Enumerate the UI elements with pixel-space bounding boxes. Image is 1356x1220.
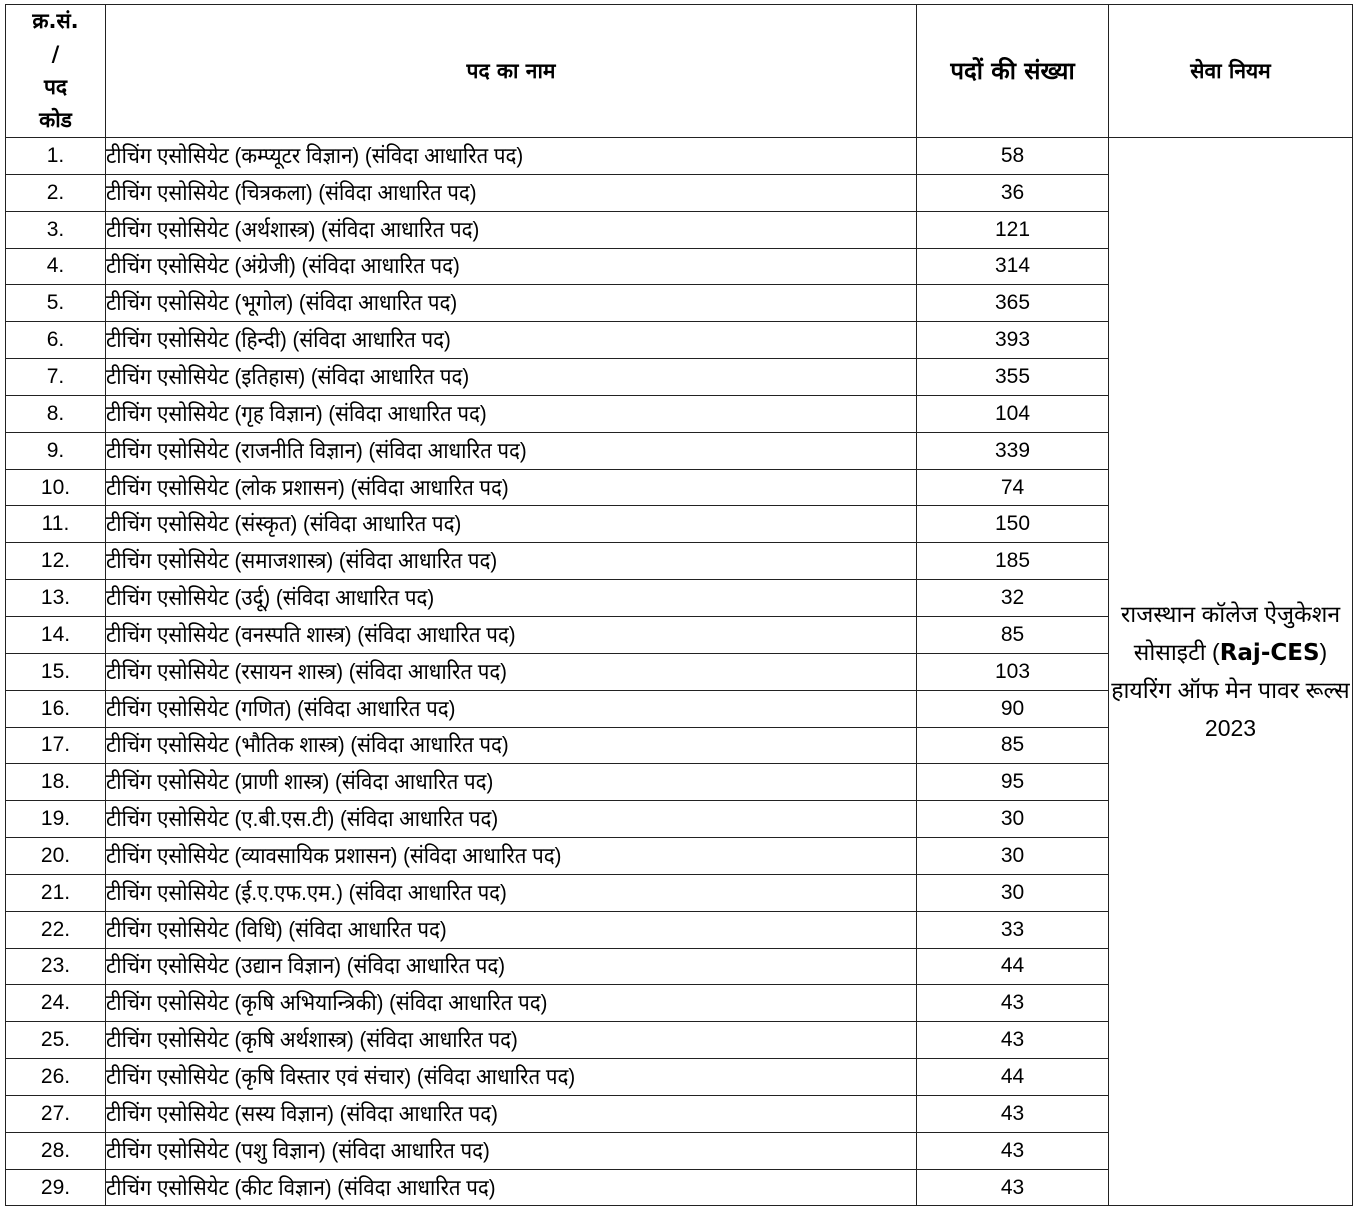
post-count-cell: 30 [917,874,1109,911]
post-name-text: टीचिंग एसोसियेट (कृषि अर्थशास्त्र) (संविदा आधारित पद) [106,1027,518,1053]
service-rules-text-part1: राजस्थान कॉलेज ऐजुकेशन सोसाइटी ( [1120,601,1341,665]
post-name-text: टीचिंग एसोसियेट (प्राणी शास्त्र) (संविदा आधारित पद) [106,769,494,795]
post-name-text: टीचिंग एसोसियेट (भूगोल) (संविदा आधारित पद) [106,290,458,316]
post-name-cell [106,1059,917,1096]
post-name-cell [106,395,917,432]
post-name-text: टीचिंग एसोसियेट (उर्दू) (संविदा आधारित पद) [106,585,435,611]
post-name-text: टीचिंग एसोसियेट (विधि) (संविदा आधारित पद) [106,916,447,942]
post-count-cell: 103 [917,653,1109,690]
post-name-text: टीचिंग एसोसियेट (संस्कृत) (संविदा आधारित पद) [106,511,462,537]
serial-number-cell: 9. [6,432,106,469]
header-serial-line4: कोड [39,108,72,132]
post-name-cell [106,801,917,838]
serial-number-cell: 23. [6,948,106,985]
table-header-row [6,5,1353,138]
post-name-text: टीचिंग एसोसियेट (कीट विज्ञान) (संविदा आधारित पद) [106,1174,496,1200]
serial-number-cell: 3. [6,211,106,248]
post-name-text: टीचिंग एसोसियेट (हिन्दी) (संविदा आधारित पद) [106,327,451,353]
post-name-cell [106,211,917,248]
post-name-text: टीचिंग एसोसियेट (ई.ए.एफ.एम.) (संविदा आधारित पद) [106,879,507,905]
post-name-text: टीचिंग एसोसियेट (लोक प्रशासन) (संविदा आधारित पद) [106,474,509,500]
post-name-text: टीचिंग एसोसियेट (इतिहास) (संविदा आधारित पद) [106,363,470,389]
post-name-cell [106,690,917,727]
post-name-cell [106,1095,917,1132]
post-count-cell: 339 [917,432,1109,469]
post-name-cell [106,616,917,653]
table-row [6,138,1353,175]
post-name-text: टीचिंग एसोसियेट (गणित) (संविदा आधारित पद) [106,695,456,721]
serial-number-cell: 2. [6,174,106,211]
post-count-cell: 44 [917,948,1109,985]
post-name-cell [106,838,917,875]
post-name-text: टीचिंग एसोसियेट (समाजशास्त्र) (संविदा आधारित पद) [106,548,498,574]
service-rules-raj-ces: Raj-CES [1219,639,1320,666]
post-count-cell: 30 [917,838,1109,875]
post-count-cell: 85 [917,727,1109,764]
post-name-cell [106,985,917,1022]
service-rules-text-part2: ) हायरिंग ऑफ मेन पावर रूल्स 2023 [1111,638,1350,741]
post-name-cell [106,727,917,764]
post-count-cell: 36 [917,174,1109,211]
post-count-cell: 43 [917,1095,1109,1132]
post-count-cell: 43 [917,985,1109,1022]
serial-number-cell: 4. [6,248,106,285]
serial-number-cell: 12. [6,543,106,580]
serial-number-cell: 29. [6,1169,106,1206]
header-serial-line3: पद [43,75,68,99]
post-name-cell [106,359,917,396]
post-name-text: टीचिंग एसोसियेट (व्यावसायिक प्रशासन) (संविदा आधारित पद) [106,842,562,868]
post-name-cell [106,1169,917,1206]
serial-number-cell: 10. [6,469,106,506]
post-name-text: टीचिंग एसोसियेट (गृह विज्ञान) (संविदा आधारित पद) [106,400,487,426]
post-count-cell: 43 [917,1022,1109,1059]
post-count-cell: 95 [917,764,1109,801]
post-name-cell [106,138,917,175]
post-count-cell: 33 [917,911,1109,948]
post-name-cell [106,911,917,948]
post-count-cell: 185 [917,543,1109,580]
posts-table [5,4,1353,1206]
header-serial-line2: / [51,42,60,66]
serial-number-cell: 15. [6,653,106,690]
post-name-text: टीचिंग एसोसियेट (अर्थशास्त्र) (संविदा आधारित पद) [106,216,480,242]
serial-number-cell: 11. [6,506,106,543]
post-name-cell [106,506,917,543]
post-name-text: टीचिंग एसोसियेट (सस्य विज्ञान) (संविदा आधारित पद) [106,1100,498,1126]
post-count-cell: 121 [917,211,1109,248]
post-name-text: टीचिंग एसोसियेट (कृषि विस्तार एवं संचार) (संविदा आधारित पद) [106,1064,576,1090]
post-name-text: टीचिंग एसोसियेट (कृषि अभियान्त्रिकी) (संविदा आधारित पद) [106,990,548,1016]
serial-number-cell: 19. [6,801,106,838]
table-body [6,138,1353,1206]
post-name-text: टीचिंग एसोसियेट (अंग्रेजी) (संविदा आधारित पद) [106,253,460,279]
post-name-text: टीचिंग एसोसियेट (राजनीति विज्ञान) (संविदा आधारित पद) [106,437,527,463]
post-count-cell: 32 [917,580,1109,617]
header-serial-code [6,5,106,138]
header-post-count: पदों की संख्या [917,5,1109,138]
serial-number-cell: 26. [6,1059,106,1096]
post-name-text: टीचिंग एसोसियेट (कम्प्यूटर विज्ञान) (संविदा आधारित पद) [106,142,524,168]
post-name-cell [106,432,917,469]
serial-number-cell: 22. [6,911,106,948]
serial-number-cell: 5. [6,285,106,322]
post-count-cell: 44 [917,1059,1109,1096]
post-name-text: टीचिंग एसोसियेट (ए.बी.एस.टी) (संविदा आधारित पद) [106,806,499,832]
serial-number-cell: 8. [6,395,106,432]
post-count-cell: 150 [917,506,1109,543]
header-post-name: पद का नाम [106,5,917,138]
post-name-cell [106,1132,917,1169]
header-service-rules: सेवा नियम [1109,5,1353,138]
serial-number-cell: 13. [6,580,106,617]
post-count-cell: 314 [917,248,1109,285]
post-name-text: टीचिंग एसोसियेट (चित्रकला) (संविदा आधारित पद) [106,179,477,205]
post-name-cell [106,174,917,211]
serial-number-cell: 16. [6,690,106,727]
post-name-text: टीचिंग एसोसियेट (भौतिक शास्त्र) (संविदा आधारित पद) [106,732,509,758]
post-count-cell: 43 [917,1132,1109,1169]
post-name-cell [106,580,917,617]
post-count-cell: 74 [917,469,1109,506]
post-name-text: टीचिंग एसोसियेट (उद्यान विज्ञान) (संविदा आधारित पद) [106,953,506,979]
serial-number-cell: 25. [6,1022,106,1059]
post-name-text: टीचिंग एसोसियेट (रसायन शास्त्र) (संविदा आधारित पद) [106,658,508,684]
post-count-cell: 43 [917,1169,1109,1206]
post-name-cell [106,322,917,359]
post-name-cell [106,948,917,985]
serial-number-cell: 21. [6,874,106,911]
post-count-cell: 30 [917,801,1109,838]
post-name-cell [106,248,917,285]
post-name-cell [106,1022,917,1059]
serial-number-cell: 7. [6,359,106,396]
post-count-cell: 90 [917,690,1109,727]
post-name-text: टीचिंग एसोसियेट (पशु विज्ञान) (संविदा आधारित पद) [106,1137,490,1163]
post-name-cell [106,653,917,690]
serial-number-cell: 6. [6,322,106,359]
post-count-cell: 355 [917,359,1109,396]
post-name-text: टीचिंग एसोसियेट (वनस्पति शास्त्र) (संविदा आधारित पद) [106,621,516,647]
post-count-cell: 365 [917,285,1109,322]
post-count-cell: 58 [917,138,1109,175]
post-count-cell: 85 [917,616,1109,653]
serial-number-cell: 17. [6,727,106,764]
post-count-cell: 393 [917,322,1109,359]
post-name-cell [106,764,917,801]
serial-number-cell: 28. [6,1132,106,1169]
post-count-cell: 104 [917,395,1109,432]
serial-number-cell: 14. [6,616,106,653]
post-name-cell [106,285,917,322]
header-serial-line1: क्र.सं. [32,9,79,33]
service-rules-cell [1109,138,1353,1206]
post-name-cell [106,543,917,580]
serial-number-cell: 20. [6,838,106,875]
serial-number-cell: 24. [6,985,106,1022]
serial-number-cell: 18. [6,764,106,801]
post-name-cell [106,874,917,911]
post-name-cell [106,469,917,506]
serial-number-cell: 27. [6,1095,106,1132]
serial-number-cell: 1. [6,138,106,175]
